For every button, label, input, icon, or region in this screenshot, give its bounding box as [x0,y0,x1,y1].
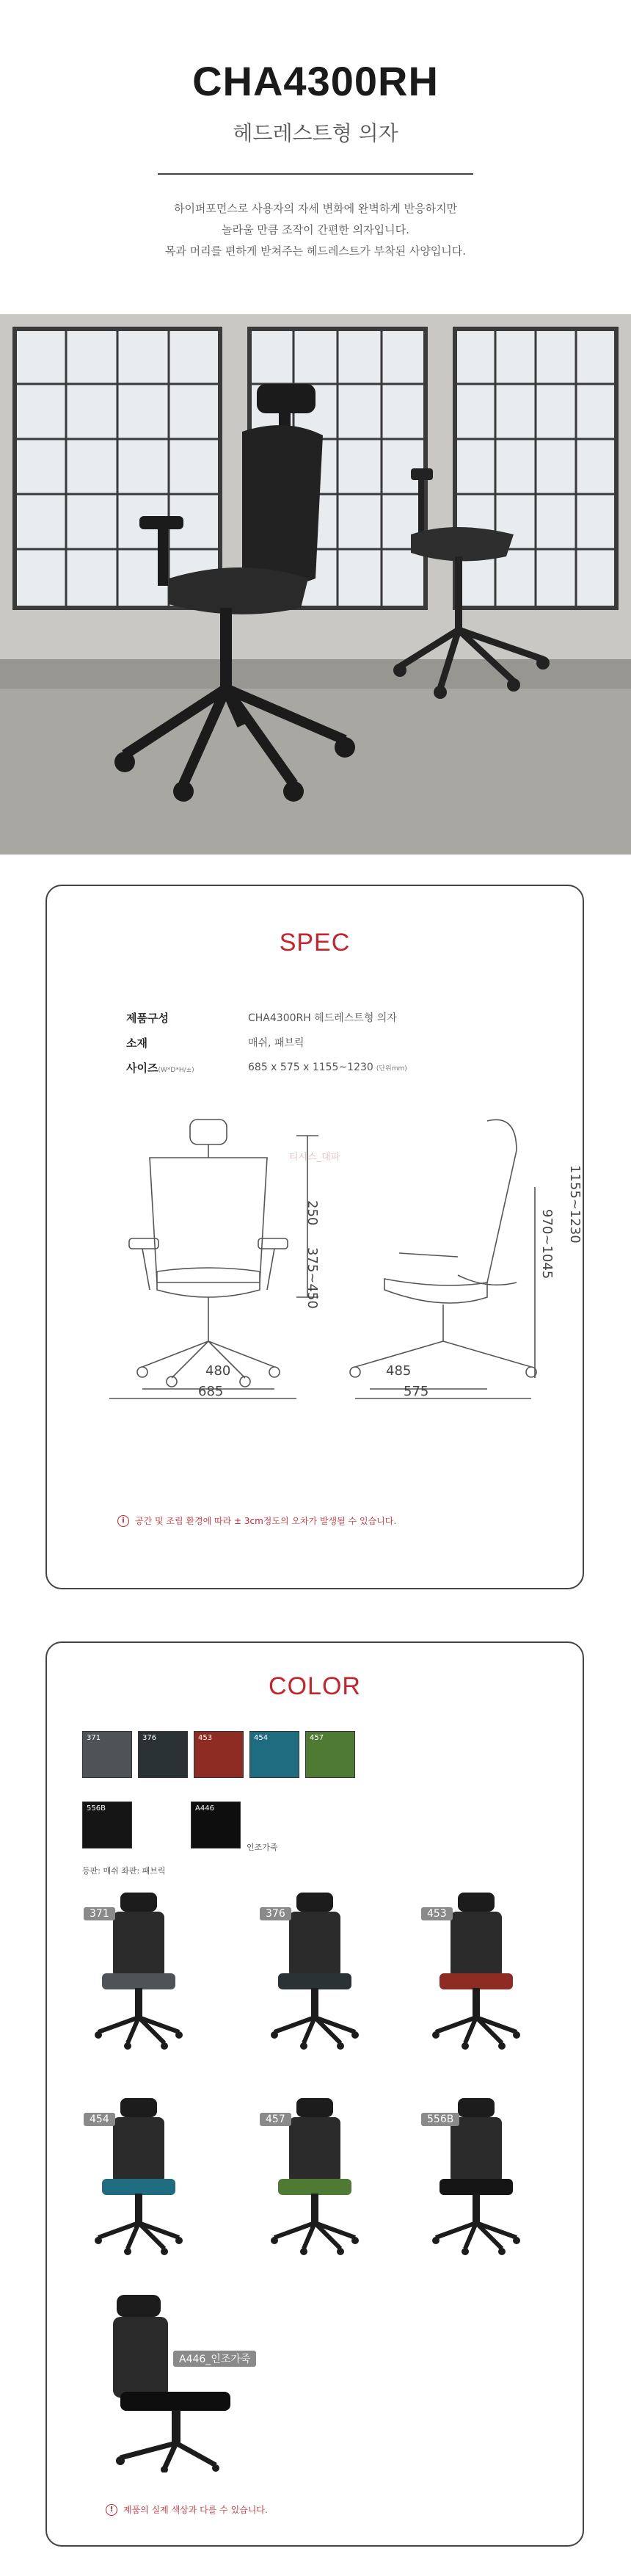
swatch-457[interactable] [305,1731,355,1778]
color-notice [106,2503,268,2516]
swatch-code: 376 [142,1734,157,1742]
spec-key-label: 제품구성 [126,1011,169,1025]
spec-key-label: 사이즈 [126,1061,158,1075]
swatch-454[interactable] [249,1731,299,1778]
color-notice-text: 제품의 실제 색상과 다를 수 있습니다. [123,2505,268,2515]
chair-variant-457[interactable] [245,2091,370,2260]
swatch-453[interactable] [194,1731,244,1778]
chair-variant-371[interactable] [69,1885,194,2054]
swatch-code: 556B [87,1804,106,1813]
chair-variant-a446[interactable] [91,2289,267,2480]
spec-heading: SPEC [279,929,351,957]
product-intro [0,198,631,262]
leather-note: 인조가죽 [247,1843,278,1852]
variant-label: A446_인조가죽 [173,2351,256,2367]
dim-overall-width: 685 [198,1384,224,1399]
variant-label: 457 [260,2113,291,2126]
spec-value-text: 685 x 575 x 1155~1230 [248,1062,373,1073]
title-divider [158,173,473,175]
swatch-556b[interactable] [82,1802,132,1848]
dim-seat-depth: 485 [386,1363,412,1379]
dim-seat-width: 480 [205,1363,231,1379]
spec-key [126,1010,248,1026]
chair-variant-453[interactable] [406,1885,531,2054]
swatch-code: A446 [195,1804,214,1813]
variant-label: 454 [84,2113,115,2126]
info-icon: ! [106,2504,117,2516]
intro-line: 놀라울 만큼 조작이 간편한 의자입니다. [222,223,409,236]
watermark: 티시스_대파 [289,1152,340,1163]
lifestyle-photo [0,314,631,855]
dim-back-height: 250 [304,1200,320,1226]
spec-notice [117,1514,396,1527]
spec-unit: (단위mm) [376,1065,407,1073]
spec-key-sublabel: (W*D*H/±) [158,1066,194,1074]
chair-variant-556b[interactable] [406,2091,531,2260]
office-scene-illustration [0,314,631,855]
spec-key-label: 소재 [126,1036,147,1050]
swatch-376[interactable] [138,1731,188,1778]
spec-card [45,885,584,1589]
dim-seat-height: 375~450 [304,1247,320,1309]
chair-variant-image [91,2289,238,2472]
swatch-code: 457 [310,1734,324,1742]
intro-line: 하이퍼포먼스로 사용자의 자세 변화에 완벽하게 반응하지만 [173,202,458,215]
swatch-371[interactable] [82,1731,132,1778]
spec-key [126,1035,248,1051]
product-title: CHA4300RH [192,58,439,104]
color-card [45,1641,584,2547]
product-subtitle: 헤드레스트형 의자 [233,121,398,145]
material-legend: 등판: 매쉬 좌판: 패브릭 [82,1866,166,1876]
swatch-code: 371 [87,1734,101,1742]
spec-notice-text: 공간 및 조립 환경에 따라 ± 3cm정도의 오차가 발생될 수 있습니다. [135,1516,397,1526]
spec-value [248,1062,407,1073]
chair-variant-376[interactable] [245,1885,370,2054]
product-header [0,0,631,272]
spec-key [126,1060,248,1075]
info-icon: i [117,1515,129,1527]
variant-label: 453 [421,1907,453,1920]
spec-table [126,1005,537,1080]
spec-value: 매쉬, 패브릭 [248,1037,304,1049]
spec-row [126,1030,537,1055]
color-heading: COLOR [269,1672,361,1700]
variant-label: 371 [84,1907,115,1920]
swatch-code: 454 [254,1734,269,1742]
variant-label: 376 [260,1907,291,1920]
dim-overall-depth: 575 [404,1384,429,1399]
spec-row [126,1055,537,1080]
intro-line: 목과 머리를 편하게 받쳐주는 헤드레스트가 부착된 사양입니다. [164,244,467,258]
spec-row [126,1005,537,1030]
swatch-a446[interactable] [191,1802,241,1848]
spec-value: CHA4300RH 헤드레스트형 의자 [248,1012,397,1024]
dim-back-total-height: 970~1045 [539,1209,555,1280]
variant-label: 556B [421,2113,459,2126]
dim-overall-height: 1155~1230 [567,1165,583,1244]
swatch-code: 453 [198,1734,213,1742]
chair-variant-454[interactable] [69,2091,194,2260]
